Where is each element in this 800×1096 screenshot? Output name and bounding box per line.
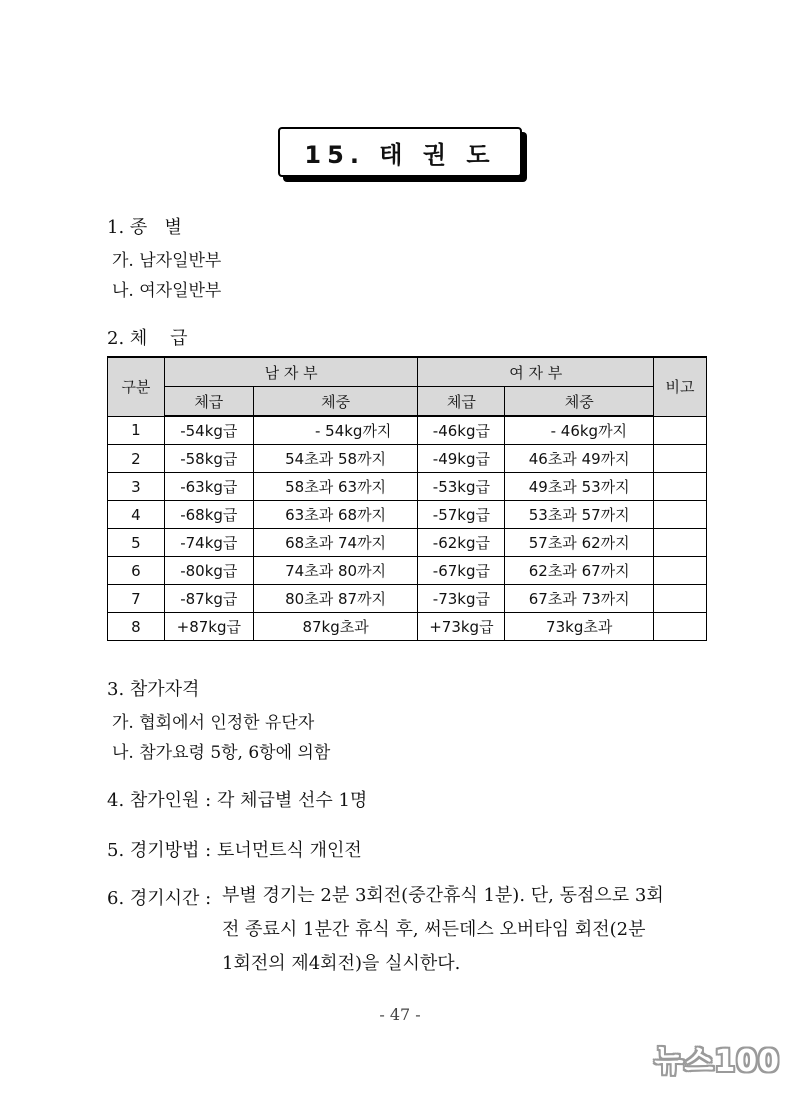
table-row [108,416,707,445]
cell-men-weight: 63초과 68까지 [253,501,418,529]
list-item: 가. 협회에서 인정한 유단자 [112,713,315,733]
weight-class-table [107,356,707,641]
list-item: 가. 남자일반부 [112,251,222,271]
cell-note [654,473,707,501]
watermark-logo: 뉴스100 [654,1044,780,1079]
table-row [108,445,707,473]
cell-men-class: +87kg급 [164,613,253,641]
cell-note [654,445,707,473]
cell-women-class: -49kg급 [418,445,505,473]
cell-men-weight: 74초과 80까지 [253,557,418,585]
cell-note [654,529,707,557]
cell-women-class: -57kg급 [418,501,505,529]
cell-women-weight: 49초과 53까지 [505,473,654,501]
table-subheader-women-weight: 체중 [505,387,654,417]
table-subheader-men-weight: 체중 [253,387,418,417]
section-heading-weight-classes: 2. 체 급 [107,328,188,349]
cell-men-class: -58kg급 [164,445,253,473]
table-row [108,501,707,529]
cell-women-weight: 57초과 62까지 [505,529,654,557]
table-row [108,473,707,501]
list-item: 나. 여자일반부 [112,281,222,301]
cell-no: 8 [108,613,165,641]
cell-no: 5 [108,529,165,557]
section-heading-kinds: 1. 종 별 [107,217,182,238]
cell-no: 3 [108,473,165,501]
table-header-women: 여 자 부 [418,357,654,387]
cell-women-weight: 73kg초과 [505,613,654,641]
table-subheader-men-class: 체급 [164,387,253,417]
cell-no: 7 [108,585,165,613]
cell-women-class: +73kg급 [418,613,505,641]
cell-women-class: -67kg급 [418,557,505,585]
table-row [108,585,707,613]
table-row [108,613,707,641]
cell-women-class: -46kg급 [418,416,505,445]
table-subheader-women-class: 체급 [418,387,505,417]
cell-note [654,501,707,529]
table-row [108,557,707,585]
table-header-men: 남 자 부 [164,357,418,387]
page-number: - 47 - [379,1005,421,1024]
section-heading-eligibility: 3. 참가자격 [107,679,200,700]
section-time-line: 1회전의 제4회전)을 실시한다. [222,953,461,974]
cell-women-weight: - 46kg까지 [505,416,654,445]
section-participants: 4. 참가인원 : 각 체급별 선수 1명 [107,790,368,811]
cell-men-class: -54kg급 [164,416,253,445]
cell-women-weight: 46초과 49까지 [505,445,654,473]
cell-no: 6 [108,557,165,585]
section-time-line: 부별 경기는 2분 3회전(중간휴식 1분). 단, 동점으로 3회 [222,885,664,906]
cell-no: 2 [108,445,165,473]
cell-men-weight: 54초과 58까지 [253,445,418,473]
cell-men-weight: - 54kg까지 [253,416,418,445]
cell-men-weight: 58초과 63까지 [253,473,418,501]
cell-men-class: -80kg급 [164,557,253,585]
cell-women-weight: 53초과 57까지 [505,501,654,529]
page-title: 15. 태 권 도 [278,127,522,177]
cell-no: 1 [108,416,165,445]
cell-men-weight: 80초과 87까지 [253,585,418,613]
cell-note [654,557,707,585]
cell-no: 4 [108,501,165,529]
cell-men-class: -68kg급 [164,501,253,529]
cell-women-weight: 67초과 73까지 [505,585,654,613]
cell-note [654,416,707,445]
cell-women-class: -53kg급 [418,473,505,501]
cell-women-weight: 62초과 67까지 [505,557,654,585]
cell-men-class: -87kg급 [164,585,253,613]
section-time-label: 6. 경기시간 : [107,888,212,909]
cell-men-weight: 87kg초과 [253,613,418,641]
section-time-line: 전 종료시 1분간 휴식 후, 써든데스 오버타임 회전(2분 [222,919,646,940]
cell-men-weight: 68초과 74까지 [253,529,418,557]
table-header-gubun: 구분 [108,357,165,416]
cell-women-class: -62kg급 [418,529,505,557]
cell-note [654,585,707,613]
cell-women-class: -73kg급 [418,585,505,613]
cell-note [654,613,707,641]
table-row [108,529,707,557]
section-method: 5. 경기방법 : 토너먼트식 개인전 [107,840,362,861]
cell-men-class: -63kg급 [164,473,253,501]
list-item: 나. 참가요령 5항, 6항에 의함 [112,743,331,763]
cell-men-class: -74kg급 [164,529,253,557]
table-header-note: 비고 [654,357,707,416]
